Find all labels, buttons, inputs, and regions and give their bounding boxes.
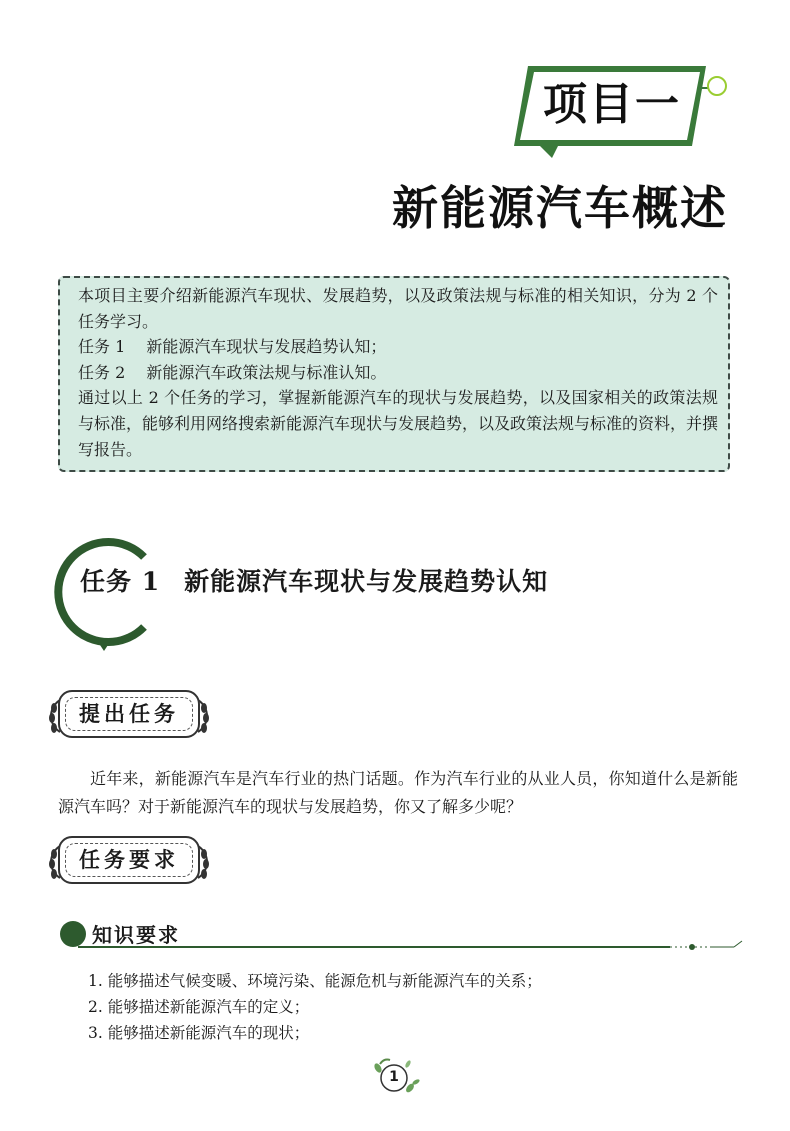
knowledge-list (88, 968, 728, 1046)
leaf-icon (196, 844, 212, 880)
task-requirements-badge (58, 836, 200, 884)
intro-line: 任务 1 新能源汽车现状与发展趋势认知； (78, 337, 387, 357)
task-requirements-label: 任务要求 (79, 848, 179, 872)
task-heading (80, 562, 548, 598)
page-number: 1 (389, 1069, 399, 1085)
leaf-icon (196, 698, 212, 734)
knowledge-heading: 知识要求 (92, 923, 180, 947)
knowledge-bullet-icon (60, 921, 86, 947)
intro-line: 通过以上 2 个任务的学习，掌握新能源汽车的现状与发展趋势，以及国家相关的政策法规与标准，能够利用网络搜索新能源汽车现状与发展趋势，以及政策法规与标准的资料，并撰写报告。 (78, 388, 719, 459)
raise-task-label: 提出任务 (79, 702, 179, 726)
intro-text (78, 283, 718, 462)
raise-task-badge (58, 690, 200, 738)
list-item: 3. 能够描述新能源汽车的现状； (88, 1024, 310, 1042)
project-title: 新能源汽车概述 (392, 181, 728, 235)
task-title: 新能源汽车现状与发展趋势认知 (184, 567, 549, 596)
intro-paragraph (58, 765, 738, 821)
list-item: 1. 能够描述气候变暖、环境污染、能源危机与新能源汽车的关系； (88, 972, 542, 990)
task-number: 任务 1 (80, 567, 161, 596)
intro-paragraph-text: 近年来，新能源汽车是汽车行业的热门话题。作为汽车行业的从业人员，你知道什么是新能源汽车吗？对于新能源汽车的现状与发展趋势，你又了解多少呢？ (58, 769, 738, 816)
list-item: 2. 能够描述新能源汽车的定义； (88, 998, 310, 1016)
intro-line: 任务 2 新能源汽车政策法规与标准认知。 (78, 362, 387, 382)
project-label: 项目一 (543, 79, 681, 130)
intro-line: 本项目主要介绍新能源汽车现状、发展趋势，以及政策法规与标准的相关知识，分为 2 个任务学习。 (78, 286, 718, 331)
